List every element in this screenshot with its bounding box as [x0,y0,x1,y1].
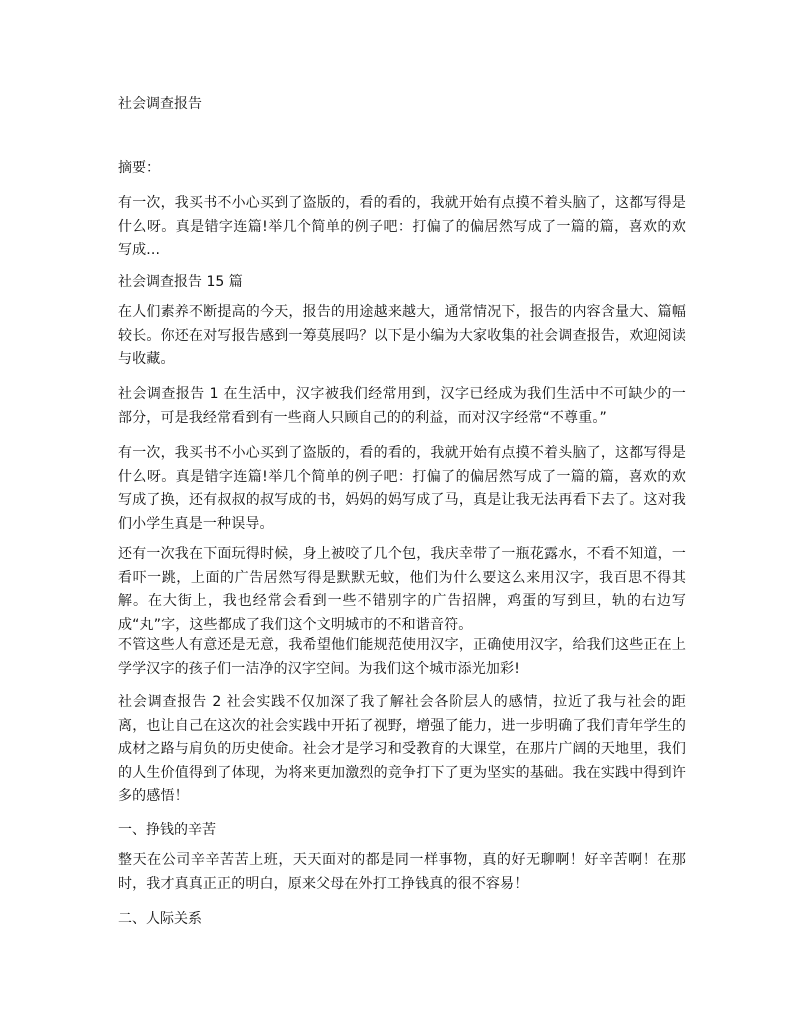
section-2-heading: 二、人际关系 [118,911,202,927]
section-1-heading: 一、挣钱的辛苦 [118,822,216,838]
abstract-paragraph: 有一次，我买书不小心买到了盗版的，看的看的，我就开始有点摸不着头脑了，这都写得是什么呀。真是错字连篇!举几个简单的例子吧：打偏了的偏居然写成了一篇的篇，喜欢的欢写成... [118,195,686,258]
report-1-paragraph: 社会调查报告 1 在生活中，汉字被我们经常用到，汉字已经成为我们生活中不可缺少的一部分，可是我经常看到有一些商人只顾自己的的利益，而对汉字经常“不尊重。” [118,386,686,426]
abstract-label: 摘要： [118,160,160,176]
report-2-paragraph: 社会调查报告 2 社会实践不仅加深了我了解社会各阶层人的感情，拉近了我与社会的距离，也让自己在这次的社会实践中开拓了视野，增强了能力，进一步明确了我们青年学生的成材之路与肩负的历史使命。社会才是学习和受教育的大课堂，在那片广阔的天地里，我们的人生价值得到了体现，为将来更加激烈的竞争打下了更为坚实的基础。我在实践中得到许多的感悟！ [118,694,686,804]
document-subtitle: 社会调查报告 15 篇 [118,274,243,290]
report-1-conclusion-paragraph: 不管这些人有意还是无意，我希望他们能规范使用汉字，正确使用汉字，给我们这些正在上学学汉字的孩子们一洁净的汉字空间。为我们这个城市添光加彩! [118,637,686,677]
report-1-typo-paragraph: 有一次，我买书不小心买到了盗版的，看的看的，我就开始有点摸不着头脑了，这都写得是什么呀。真是错字连篇!举几个简单的例子吧：打偏了的偏居然写成了一篇的篇，喜欢的欢写成了换，还有叔叔的叔写成的书，妈妈的妈写成了马，真是让我无法再看下去了。这对我们小学生真是一种误导。 [118,445,686,532]
section-1-paragraph: 整天在公司辛辛苦苦上班，天天面对的都是同一样事物，真的好无聊啊！好辛苦啊！在那时，我才真真正正的明白，原来父母在外打工挣钱真的很不容易！ [118,852,686,892]
document-title: 社会调查报告 [118,96,202,112]
intro-paragraph: 在人们素养不断提高的今天，报告的用途越来越大，通常情况下，报告的内容含量大、篇幅较长。你还在对写报告感到一筹莫展吗？以下是小编为大家收集的社会调查报告，欢迎阅读与收藏。 [118,304,686,367]
report-1-ad-paragraph: 还有一次我在下面玩得时候，身上被咬了几个包，我庆幸带了一瓶花露水，不看不知道，一看吓一跳，上面的广告居然写得是默默无蚊，他们为什么要这么来用汉字，我百思不得其解。在大街上，我也经常会看到一些不错别字的广告招牌，鸡蛋的写到旦，轨的右边写成“丸”字，这些都成了我们这个文明城市的不和谐音符。 [118,546,686,633]
